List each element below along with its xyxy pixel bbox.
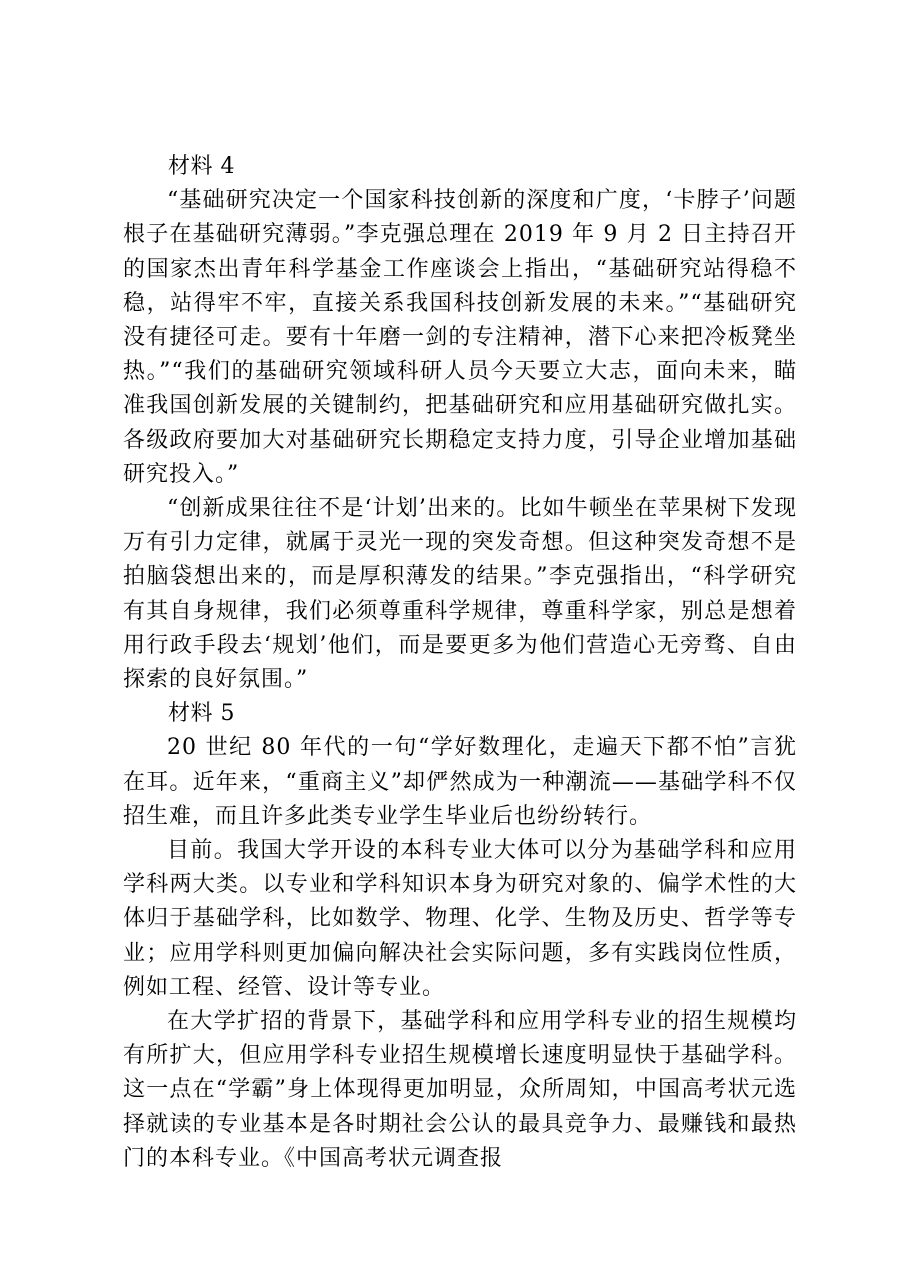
- section-heading-material-4: 材料 4: [168, 154, 235, 179]
- paragraph-material-4-1: “基础研究决定一个国家科技创新的深度和广度，‘卡脖子’问题根子在基础研究薄弱。”李克强总理在 2019 年 9 月 2 日主持召开的国家杰出青年科学基金工作座谈会上指出，“基础研究站得稳不稳，站得牢不牢，直接关系我国科技创新发展的未来。”“基础研究没有捷径可走。要有十年磨一剑的专注精神，潜下心来把冷板凳坐热。”“我们的基础研究领域科研人员今天要立大志，面向未来，瞄准我国创新发展的关键制约，把基础研究和应用基础研究做扎实。各级政府要加大对基础研究长期稳定支持力度，引导企业增加基础研究投入。”: [123, 188, 797, 487]
- paragraph-material-5-2: 目前。我国大学开设的本科专业大体可以分为基础学科和应用学科两大类。以专业和学科知识本身为研究对象的、偏学术性的大体归于基础学科，比如数学、物理、化学、生物及历史、哲学等专业；应用学科则更加偏向解决社会实际问题，多有实践岗位性质，例如工程、经管、设计等专业。: [123, 838, 797, 1000]
- paragraph-material-5-3: 在大学扩招的背景下，基础学科和应用学科专业的招生规模均有所扩大，但应用学科专业招生规模增长速度明显快于基础学科。这一点在“学霸”身上体现得更加明显，众所周知，中国高考状元选择就读的专业基本是各时期社会公认的最具竞争力、最赚钱和最热门的本科专业。《中国高考状元调查报: [123, 1009, 797, 1171]
- paragraph-material-4-2: “创新成果往往不是‘计划’出来的。比如牛顿坐在苹果树下发现万有引力定律，就属于灵光一现的突发奇想。但这种突发奇想不是拍脑袋想出来的，而是厚积薄发的结果。”李克强指出，“科学研究有其自身规律，我们必须尊重科学规律，尊重科学家，别总是想着用行政手段去‘规划’他们，而是要更多为他们营造心无旁骛、自由探索的良好氛围。”: [123, 496, 797, 693]
- paragraph-material-5-1: 20 世纪 80 年代的一句“学好数理化，走遍天下都不怕”言犹在耳。近年来，“重商主义”却俨然成为一种潮流——基础学科不仅招生难，而且许多此类专业学生毕业后也纷纷转行。: [123, 735, 797, 829]
- section-heading-material-5: 材料 5: [168, 701, 235, 727]
- document-page: [123, 150, 797, 1176]
